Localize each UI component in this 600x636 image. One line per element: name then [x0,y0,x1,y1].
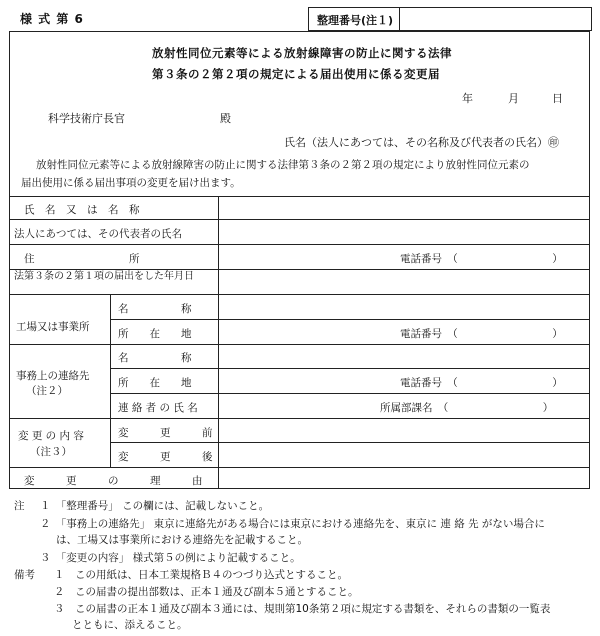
addressee-name: 科学技術庁長官 [48,112,125,125]
label-contact-person: 連 絡 者 の 氏 名 [118,402,198,414]
date-month: 月 [508,92,519,105]
label-before: 変 更 前 [118,427,213,439]
remark-1: １ この用紙は、日本工業規格Ｂ４のつづり込式とすること。 [54,569,348,581]
phone-factory: 電話番号 （ ） [400,328,563,340]
note-1: １ 「整理番号」 この欄には、記載しないこと。 [40,500,270,512]
remarks-heading: 備考 [14,569,35,581]
title-line-1: 放射性同位元素等による放射線障害の防止に関する法律 [152,46,452,60]
rule [110,319,590,320]
label-contact-note: （注２） [26,385,68,397]
label-contact: 事務上の連絡先 [16,370,90,382]
department-field: 所属部課名 （ ） [380,402,554,414]
label-change-content: 変 更 の 内 容 [18,430,84,442]
label-reason: 変 更 の 理 由 [24,475,203,487]
seiri-divider [399,8,400,30]
label-contact-name: 名 称 [118,352,192,364]
form-number: 様 式 第 6 [20,12,84,26]
label-date-notified: 法第３条の２第１項の届出をした年月日 [14,271,194,282]
date-day: 日 [552,92,563,105]
seiri-number-box [308,7,592,31]
rule [9,196,590,197]
label-name: 氏 名 又 は 名 称 [24,204,140,216]
col-divider [218,196,219,489]
label-factory-name: 名 称 [118,303,192,315]
addressee-suffix: 殿 [220,112,231,125]
rule [110,442,590,443]
note-3: ３ 「変更の内容」 様式第５の例により記載すること。 [40,552,301,564]
phone-address: 電話番号 （ ） [400,253,563,265]
rule [9,467,590,468]
rule [9,219,590,220]
rule [9,344,590,345]
rule [9,244,590,245]
note-2a: ２ 「事務上の連絡先」 東京に連絡先がある場合には東京における連絡先を、東京に 連 絡 先 がない場合に [40,518,545,530]
rule [9,418,590,419]
rule [9,294,590,295]
label-address: 住 所 [24,253,140,265]
label-factory-location: 所 在 地 [118,328,192,340]
body-text-line-2: 届出使用に係る届出事項の変更を届け出ます。 [21,177,241,189]
notes-heading: 注 [14,500,25,512]
label-change-note: （注３） [30,446,72,458]
label-representative: 法人にあつては、その代表者の氏名 [14,228,182,240]
remark-3a: ３ この届書の正本１通及び副本３通には、規則第10条第２項に規定する書類を、それらの書類の一覧表 [54,603,551,615]
label-contact-location: 所 在 地 [118,377,192,389]
label-after: 変 更 後 [118,451,213,463]
title-line-2: 第３条の２第２項の規定による届出使用に係る変更届 [152,67,440,81]
date-year: 年 [462,92,473,105]
col-divider [110,294,111,467]
note-2b: は、工場又は事業所における連絡先を記載すること。 [56,534,308,546]
body-text-line-1: 放射性同位元素等による放射線障害の防止に関する法律第３条の２第２項の規定により放射性同位元素の [36,159,530,171]
remark-3b: とともに、添えること。 [72,619,188,631]
seiri-number-label: 整理番号(注１) [317,14,394,27]
remark-2: ２ この届書の提出部数は、正本１通及び副本５通とすること。 [54,586,359,598]
rule [9,269,590,270]
rule [110,393,590,394]
label-factory: 工場又は事業所 [16,321,90,333]
phone-contact: 電話番号 （ ） [400,377,563,389]
applicant-line: 氏名（法人にあつては、その名称及び代表者の氏名）㊞ [284,136,559,149]
rule [110,368,590,369]
